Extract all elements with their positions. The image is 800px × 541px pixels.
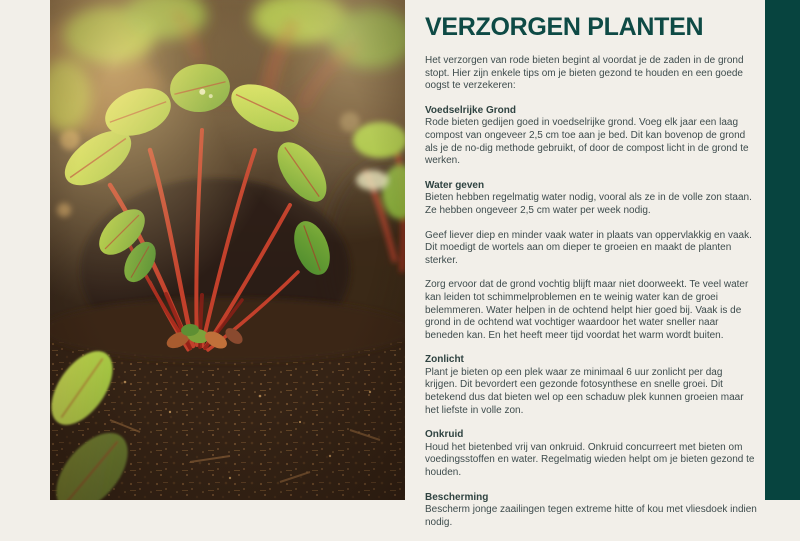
section-heading: Zonlicht [425, 354, 464, 366]
section-paragraph: Bescherm jonge zaailingen tegen extreme hitte of kou met vliesdoek indien nodig. [425, 504, 757, 528]
section-heading: Onkruid [425, 429, 464, 441]
section-paragraph: Houd het bietenbed vrij van onkruid. Onkruid concurreert met bieten om voedingsstoffen en water. Regelmatig wieden helpt om je bieten gezond te houden. [425, 441, 755, 479]
section-bescherming [425, 492, 757, 530]
section-voedselrijke-grond [425, 105, 757, 168]
article-content [425, 13, 757, 541]
beet-plants-photo [50, 0, 405, 500]
section-heading: Voedselrijke Grond [425, 104, 516, 116]
section-paragraph: Rode bieten gedijen goed in voedselrijke grond. Voeg elk jaar een laag compost van ongeveer 2,5 cm toe aan je bed. Dit kan bovenop de grond als je de no-dig methode gebruikt, of door de compost licht in de grond te werken. [425, 117, 749, 167]
accent-bar [765, 0, 800, 500]
intro-paragraph: Het verzorgen van rode bieten begint al voordat je de zaden in de grond stopt. Hier zijn enkele tips om je bieten gezond te houden en een goede oogst te verzekeren: [425, 55, 744, 92]
section-paragraph: Zorg ervoor dat de grond vochtig blijft maar niet doorweekt. Te veel water kan leiden tot schimmelproblemen en te weinig water kan de groei belemmeren. Water helpen in de ochtend helpt hier goed bij. Vaak is de grond in de ochtend wat vochtiger waardoor het water sneller naar beneden kan. En het heeft meer tijd voordat het warm wordt buiten. [425, 279, 749, 341]
section-paragraph: Plant je bieten op een plek waar ze minimaal 6 uur zonlicht per dag krijgen. Dit bevordert een gezonde fotosynthese en snelle groei. Dit betekend dus dat bieten wel op een schaduw plek kunnen groeien maar het liefste in volle zon. [425, 366, 744, 416]
section-paragraph: Geef liever diep en minder vaak water in plaats van oppervlakkig en vaak. Dit moedigt de wortels aan om dieper te groeien en maakt de planten sterker. [425, 229, 752, 266]
section-heading: Water geven [425, 179, 485, 191]
section-water-geven [425, 180, 757, 343]
page-title: VERZORGEN PLANTEN [425, 13, 704, 41]
section-zonlicht [425, 354, 757, 417]
section-onkruid [425, 429, 757, 479]
section-heading: Bescherming [425, 491, 489, 503]
section-paragraph: Bieten hebben regelmatig water nodig, vooral als ze in de volle zon staan. Ze hebben ongeveer 2,5 cm water per week nodig. [425, 192, 752, 216]
